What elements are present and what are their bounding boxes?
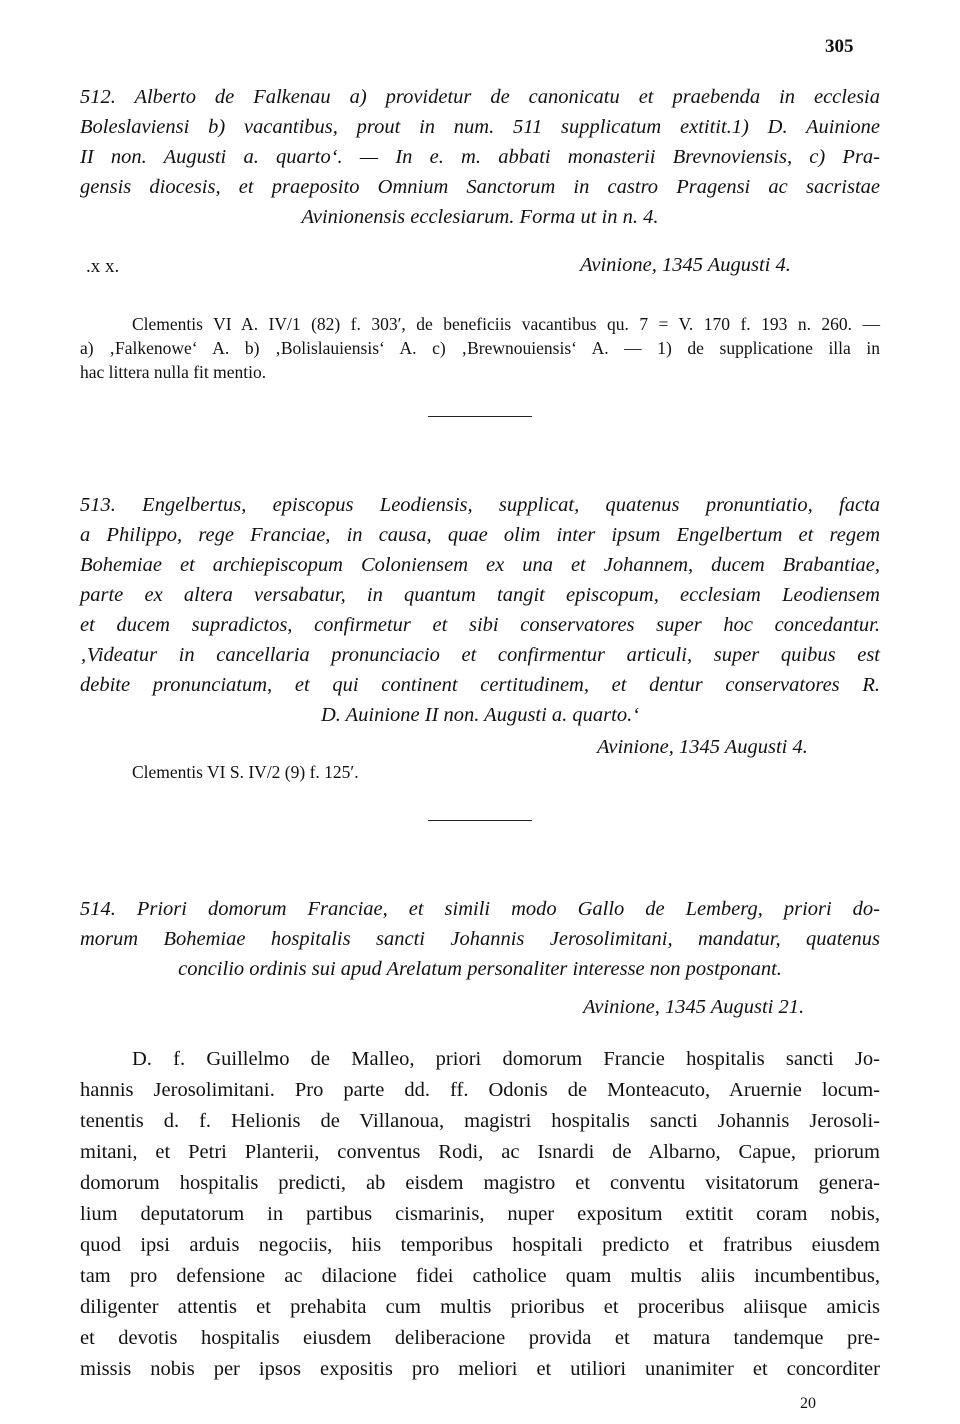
entry-514-line: concilio ordinis sui apud Arelatum personaliter interesse non postponant. <box>178 958 782 980</box>
entry-513-note: Clementis VI S. IV/2 (9) f. 125′. <box>132 762 359 782</box>
entry-512-marks: .x x. <box>86 256 120 277</box>
entry-512-line: Boleslaviensi b) vacantibus, prout in num. 511 supplicatum extitit.1) D. Auinione <box>80 116 880 138</box>
entry-514-regest <box>80 894 880 984</box>
entry-514-body-line: missis nobis per ipsos expositis pro meliori et utiliori unanimiter et concorditer <box>80 1358 880 1380</box>
section-divider <box>428 820 532 821</box>
entry-512-note-line: Clementis VI A. IV/1 (82) f. 303′, de beneficiis vacantibus qu. 7 = V. 170 f. 193 n. 260. — <box>132 314 880 334</box>
entry-513-line: et ducem supradictos, confirmetur et sibi conservatores super hoc concedantur. <box>80 614 880 636</box>
entry-513-regest <box>80 490 880 730</box>
entry-512-date: Avinione, 1345 Augusti 4. <box>580 254 791 276</box>
entry-514-body-line: tam pro defensione ac dilacione fidei catholice quam multis aliis incumbentibus, <box>80 1265 880 1287</box>
entry-514-body-line: et devotis hospitalis eiusdem deliberacione provida et matura tandemque pre- <box>80 1327 880 1349</box>
entry-513-line: Bohemiae et archiepiscopum Coloniensem ex una et Johannem, ducem Brabantiae, <box>80 554 880 576</box>
page-number: 305 <box>825 36 854 57</box>
entry-512-note-line: hac littera nulla fit mentio. <box>80 362 267 382</box>
entry-514-line: 514. Priori domorum Franciae, et simili modo Gallo de Lemberg, priori do- <box>80 898 880 920</box>
entry-512-line: gensis diocesis, et praeposito Omnium Sanctorum in castro Pragensi ac sacristae <box>80 176 880 198</box>
entry-513-line: parte ex altera versabatur, in quantum tangit episcopum, ecclesiam Leodiensem <box>80 584 880 606</box>
section-divider <box>428 416 532 417</box>
entry-514-body-line: D. f. Guillelmo de Malleo, priori domorum Francie hospitalis sancti Jo- <box>132 1048 880 1070</box>
entry-514-date: Avinione, 1345 Augusti 21. <box>583 996 805 1018</box>
entry-514-body-line: quod ipsi arduis negociis, hiis temporibus hospitali predicto et fratribus eiusdem <box>80 1234 880 1256</box>
entry-513-line: ‚Videatur in cancellaria pronunciacio et confirmentur articuli, super quibus est <box>80 644 880 666</box>
entry-512-line: Avinionensis ecclesiarum. Forma ut in n. 4. <box>301 206 659 228</box>
entry-512-line: II non. Augusti a. quarto‘. — In e. m. abbati monasterii Brevnoviensis, c) Pra- <box>80 146 880 168</box>
entry-513-line: D. Auinione II non. Augusti a. quarto.‘ <box>320 704 640 726</box>
entry-514-body-line: diligenter attentis et prehabita cum multis prioribus et proceribus aliisque amicis <box>80 1296 880 1318</box>
entry-514-body-line: hannis Jerosolimitani. Pro parte dd. ff. Odonis de Monteacuto, Aruernie locum- <box>80 1079 880 1101</box>
entry-512-regest <box>80 82 880 232</box>
entry-513-line: 513. Engelbertus, episcopus Leodiensis, supplicat, quatenus pronuntiatio, facta <box>80 494 880 516</box>
entry-514-body-line: tenentis d. f. Helionis de Villanoua, magistri hospitalis sancti Johannis Jerosoli- <box>80 1110 880 1132</box>
entry-513-line: a Philippo, rege Franciae, in causa, quae olim inter ipsum Engelbertum et regem <box>80 524 880 546</box>
entry-512-notes <box>80 312 880 384</box>
entry-514-body-line: lium deputatorum in partibus cismarinis, nuper expositum extitit coram nobis, <box>80 1203 880 1225</box>
entry-513-line: debite pronunciatum, et qui continent certitudinem, et dentur conservatores R. <box>80 674 880 696</box>
entry-514-body-line: domorum hospitalis predicti, ab eisdem magistro et conventu visitatorum genera- <box>80 1172 880 1194</box>
entry-514-text <box>80 1044 880 1385</box>
entry-514-line: morum Bohemiae hospitalis sancti Johannis Jerosolimitani, mandatur, quatenus <box>80 928 880 950</box>
signature-mark: 20 <box>800 1395 816 1412</box>
entry-513-date: Avinione, 1345 Augusti 4. <box>597 736 808 758</box>
entry-512-note-line: a) ‚Falkenowe‘ A. b) ‚Bolislauiensis‘ A. c) ‚Brewnouiensis‘ A. — 1) de supplicatione illa in <box>80 338 880 358</box>
entry-514-body-line: mitani, et Petri Planterii, conventus Rodi, ac Isnardi de Albarno, Capue, priorum <box>80 1141 880 1163</box>
entry-512-line: 512. Alberto de Falkenau a) providetur de canonicatu et praebenda in ecclesia <box>80 86 880 108</box>
